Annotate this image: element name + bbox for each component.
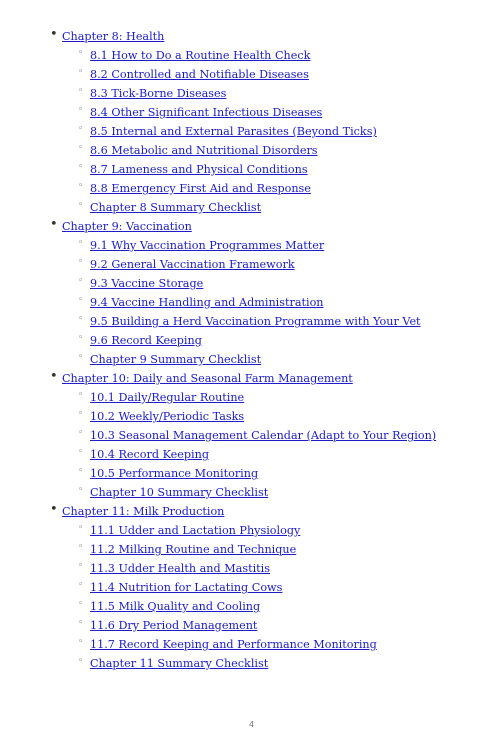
bullet-disc-icon: • xyxy=(50,27,58,42)
toc-section-link[interactable]: Chapter 8 Summary Checklist xyxy=(90,201,262,214)
toc-section-item xyxy=(0,291,503,310)
toc-section-link[interactable]: 8.8 Emergency First Aid and Response xyxy=(90,182,311,195)
bullet-circle-icon: ◦ xyxy=(78,238,84,248)
toc-section-link[interactable]: 8.7 Lameness and Physical Conditions xyxy=(90,163,308,176)
toc-section-item xyxy=(0,386,503,405)
toc-chapter-line xyxy=(0,500,503,519)
toc-section-link[interactable]: 8.4 Other Significant Infectious Diseases xyxy=(90,106,323,119)
toc-section-link[interactable]: 10.5 Performance Monitoring xyxy=(90,467,259,480)
bullet-circle-icon: ◦ xyxy=(78,542,84,552)
toc-section-list xyxy=(0,44,503,215)
toc-section-item xyxy=(0,424,503,443)
bullet-circle-icon: ◦ xyxy=(78,181,84,191)
toc-section-link[interactable]: 10.4 Record Keeping xyxy=(90,448,209,461)
bullet-disc-icon: • xyxy=(50,502,58,517)
toc-section-link[interactable]: Chapter 11 Summary Checklist xyxy=(90,657,269,670)
toc-section-item xyxy=(0,196,503,215)
toc-section-item xyxy=(0,120,503,139)
bullet-circle-icon: ◦ xyxy=(78,637,84,647)
bullet-circle-icon: ◦ xyxy=(78,257,84,267)
toc-section-link[interactable]: 11.1 Udder and Lactation Physiology xyxy=(90,524,301,537)
toc-chapter-link[interactable]: Chapter 9: Vaccination xyxy=(62,220,192,233)
bullet-circle-icon: ◦ xyxy=(78,447,84,457)
toc-section-item xyxy=(0,614,503,633)
toc-section-link[interactable]: 11.2 Milking Routine and Technique xyxy=(90,543,297,556)
page-number: 4 xyxy=(248,720,255,729)
toc-chapter-link[interactable]: Chapter 8: Health xyxy=(62,30,165,43)
toc-section-link[interactable]: 11.6 Dry Period Management xyxy=(90,619,258,632)
toc-section-link[interactable]: 8.3 Tick-Borne Diseases xyxy=(90,87,227,100)
toc-section-item xyxy=(0,158,503,177)
toc-section-link[interactable]: 10.1 Daily/Regular Routine xyxy=(90,391,245,404)
table-of-contents xyxy=(0,25,503,671)
toc-section-list xyxy=(0,519,503,671)
bullet-circle-icon: ◦ xyxy=(78,580,84,590)
bullet-circle-icon: ◦ xyxy=(78,409,84,419)
toc-chapter xyxy=(0,215,503,367)
toc-section-item xyxy=(0,633,503,652)
toc-section-link[interactable]: 9.5 Building a Herd Vaccination Programme with Your Vet xyxy=(90,315,421,328)
toc-section-link[interactable]: Chapter 9 Summary Checklist xyxy=(90,353,262,366)
toc-section-link[interactable]: 10.3 Seasonal Management Calendar (Adapt to Your Region) xyxy=(90,429,437,442)
toc-section-list xyxy=(0,386,503,500)
bullet-circle-icon: ◦ xyxy=(78,143,84,153)
toc-chapter xyxy=(0,367,503,500)
bullet-circle-icon: ◦ xyxy=(78,599,84,609)
toc-chapter xyxy=(0,500,503,671)
toc-section-item xyxy=(0,82,503,101)
toc-section-link[interactable]: 9.4 Vaccine Handling and Administration xyxy=(90,296,324,309)
bullet-circle-icon: ◦ xyxy=(78,86,84,96)
toc-section-item xyxy=(0,253,503,272)
toc-section-item xyxy=(0,519,503,538)
bullet-disc-icon: • xyxy=(50,217,58,232)
toc-chapter-link[interactable]: Chapter 10: Daily and Seasonal Farm Management xyxy=(62,372,353,385)
toc-section-item xyxy=(0,177,503,196)
bullet-circle-icon: ◦ xyxy=(78,352,84,362)
toc-section-item xyxy=(0,348,503,367)
toc-chapter-line xyxy=(0,25,503,44)
toc-section-link[interactable]: 9.1 Why Vaccination Programmes Matter xyxy=(90,239,325,252)
toc-section-link[interactable]: 10.2 Weekly/Periodic Tasks xyxy=(90,410,245,423)
toc-section-item xyxy=(0,595,503,614)
toc-section-item xyxy=(0,462,503,481)
toc-section-link[interactable]: 11.7 Record Keeping and Performance Monitoring xyxy=(90,638,377,651)
bullet-circle-icon: ◦ xyxy=(78,276,84,286)
toc-section-link[interactable]: 11.3 Udder Health and Mastitis xyxy=(90,562,270,575)
toc-section-list xyxy=(0,234,503,367)
toc-section-link[interactable]: 8.6 Metabolic and Nutritional Disorders xyxy=(90,144,318,157)
toc-section-link[interactable]: 9.2 General Vaccination Framework xyxy=(90,258,295,271)
bullet-circle-icon: ◦ xyxy=(78,295,84,305)
bullet-circle-icon: ◦ xyxy=(78,105,84,115)
toc-section-link[interactable]: 9.3 Vaccine Storage xyxy=(90,277,204,290)
bullet-circle-icon: ◦ xyxy=(78,162,84,172)
toc-section-item xyxy=(0,576,503,595)
toc-section-item xyxy=(0,234,503,253)
bullet-circle-icon: ◦ xyxy=(78,523,84,533)
bullet-circle-icon: ◦ xyxy=(78,466,84,476)
toc-chapter-line xyxy=(0,367,503,386)
toc-section-item xyxy=(0,272,503,291)
toc-section-item xyxy=(0,329,503,348)
bullet-circle-icon: ◦ xyxy=(78,333,84,343)
toc-section-item xyxy=(0,405,503,424)
toc-section-item xyxy=(0,443,503,462)
bullet-disc-icon: • xyxy=(50,369,58,384)
toc-section-item xyxy=(0,139,503,158)
bullet-circle-icon: ◦ xyxy=(78,67,84,77)
toc-section-item xyxy=(0,557,503,576)
toc-section-link[interactable]: 11.5 Milk Quality and Cooling xyxy=(90,600,261,613)
bullet-circle-icon: ◦ xyxy=(78,200,84,210)
bullet-circle-icon: ◦ xyxy=(78,390,84,400)
toc-section-link[interactable]: 11.4 Nutrition for Lactating Cows xyxy=(90,581,283,594)
toc-section-item xyxy=(0,310,503,329)
bullet-circle-icon: ◦ xyxy=(78,561,84,571)
toc-section-item xyxy=(0,101,503,120)
bullet-circle-icon: ◦ xyxy=(78,428,84,438)
toc-section-item xyxy=(0,538,503,557)
toc-section-link[interactable]: 8.1 How to Do a Routine Health Check xyxy=(90,49,311,62)
toc-section-item xyxy=(0,44,503,63)
toc-section-item xyxy=(0,63,503,82)
bullet-circle-icon: ◦ xyxy=(78,618,84,628)
toc-section-item xyxy=(0,481,503,500)
bullet-circle-icon: ◦ xyxy=(78,485,84,495)
bullet-circle-icon: ◦ xyxy=(78,656,84,666)
bullet-circle-icon: ◦ xyxy=(78,48,84,58)
toc-section-link[interactable]: Chapter 10 Summary Checklist xyxy=(90,486,269,499)
toc-section-link[interactable]: 8.5 Internal and External Parasites (Beyond Ticks) xyxy=(90,125,377,138)
toc-section-item xyxy=(0,652,503,671)
toc-chapter-link[interactable]: Chapter 11: Milk Production xyxy=(62,505,225,518)
bullet-circle-icon: ◦ xyxy=(78,314,84,324)
toc-chapter xyxy=(0,25,503,215)
bullet-circle-icon: ◦ xyxy=(78,124,84,134)
toc-chapter-line xyxy=(0,215,503,234)
toc-section-link[interactable]: 8.2 Controlled and Notifiable Diseases xyxy=(90,68,309,81)
toc-section-link[interactable]: 9.6 Record Keeping xyxy=(90,334,202,347)
